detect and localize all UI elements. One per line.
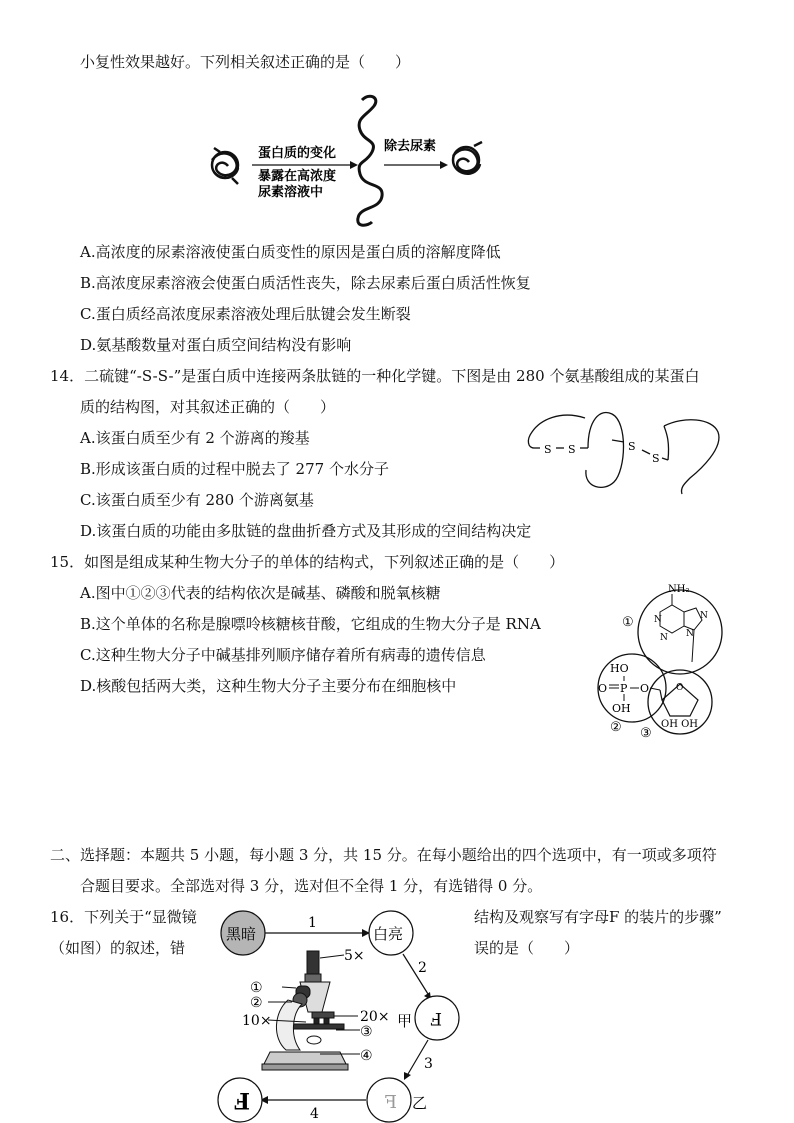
s-atom-3: S bbox=[628, 440, 636, 453]
label-protein-change: 蛋白质的变化 bbox=[258, 146, 337, 161]
q15-option-c[interactable]: C.这种生物大分子中碱基排列顺序储存着所有病毒的遗传信息 bbox=[80, 646, 486, 664]
q14-option-a[interactable]: A.该蛋白质至少有 2 个游离的羧基 bbox=[80, 429, 310, 447]
q14-stem-2: 质的结构图，对其叙述正确的（ ） bbox=[80, 398, 336, 416]
f-jia: F bbox=[430, 1008, 442, 1028]
q13-option-a[interactable]: A.高浓度的尿素溶液使蛋白质变性的原因是蛋白质的溶解度降低 bbox=[80, 243, 501, 261]
dark-label: 黑暗 bbox=[226, 925, 257, 943]
q15-stem: 15．如图是组成某种生物大分子的单体的结构式，下列叙述正确的是（ ） bbox=[50, 553, 565, 571]
step-3: 3 bbox=[424, 1056, 433, 1072]
circle-label-1: ① bbox=[622, 615, 634, 630]
step-1: 1 bbox=[308, 915, 317, 931]
q13-stem: 小复性效果越好。下列相关叙述正确的是（ ） bbox=[80, 53, 411, 71]
n-label-3: N bbox=[700, 611, 708, 621]
q16-stem-left-2: （如图）的叙述，错 bbox=[50, 939, 186, 957]
section2-line2: 合题目要求。全部选对得 3 分，选对但不全得 1 分，有选错得 0 分。 bbox=[80, 877, 543, 895]
f-final: F bbox=[234, 1087, 250, 1113]
yi-label: 乙 bbox=[412, 1094, 428, 1112]
oh-label: OH bbox=[612, 702, 631, 715]
step-4: 4 bbox=[310, 1106, 319, 1122]
mark-3: ③ bbox=[360, 1024, 373, 1040]
q15-option-a[interactable]: A.图中①②③代表的结构依次是碱基、磷酸和脱氧核糖 bbox=[80, 584, 441, 602]
step-2: 2 bbox=[418, 960, 427, 976]
q13-option-d[interactable]: D.氨基酸数量对蛋白质空间结构没有影响 bbox=[80, 336, 352, 354]
s-atom-4: S bbox=[652, 452, 660, 465]
q16-stem-left-1: 16．下列关于“显微镜 bbox=[50, 908, 197, 926]
mark-1: ① bbox=[250, 980, 263, 996]
q16-stem-right-2: 误的是（ ） bbox=[474, 939, 580, 957]
mag-10x: 10× bbox=[242, 1013, 272, 1029]
ho-label: HO bbox=[610, 662, 629, 675]
o-label-2: O bbox=[640, 682, 650, 695]
o-ribose-label: O bbox=[676, 683, 684, 693]
label-remove-urea: 除去尿素 bbox=[384, 139, 437, 154]
nh2-label: NH₂ bbox=[668, 584, 690, 595]
circle-label-2: ② bbox=[610, 720, 622, 735]
f-yi: F bbox=[384, 1092, 397, 1113]
n-label-2: N bbox=[660, 633, 668, 643]
label-expose-2: 尿素溶液中 bbox=[258, 185, 324, 200]
q13-option-b[interactable]: B.高浓度尿素溶液会使蛋白质活性丧失，除去尿素后蛋白质活性恢复 bbox=[80, 274, 531, 292]
p-label: P bbox=[620, 682, 628, 695]
n-label-1: N bbox=[654, 615, 662, 625]
q14-stem-1: 14．二硫键“-S-S-”是蛋白质中连接两条肽链的一种化学键。下图是由 280 个氨基酸组成的某蛋白 bbox=[50, 367, 700, 385]
n-label-4: N bbox=[686, 629, 694, 639]
label-expose-1: 暴露在高浓度 bbox=[258, 169, 337, 184]
jia-label: 甲 bbox=[397, 1012, 413, 1030]
mag-5x: 5× bbox=[344, 948, 365, 964]
oh-pair-label: OH OH bbox=[661, 719, 699, 730]
mark-2: ② bbox=[250, 995, 263, 1011]
q14-option-d[interactable]: D.该蛋白质的功能由多肽链的盘曲折叠方式及其形成的空间结构决定 bbox=[80, 522, 532, 540]
q15-option-b[interactable]: B.这个单体的名称是腺嘌呤核糖核苷酸，它组成的生物大分子是 RNA bbox=[80, 615, 541, 633]
q13-option-c[interactable]: C.蛋白质经高浓度尿素溶液处理后肽键会发生断裂 bbox=[80, 305, 411, 323]
mark-4: ④ bbox=[360, 1048, 373, 1064]
mag-20x: 20× bbox=[360, 1009, 390, 1025]
s-atom-2: S bbox=[568, 443, 576, 456]
o-label-1: O bbox=[598, 682, 608, 695]
section2-line1: 二、选择题：本题共 5 小题，每小题 3 分，共 15 分。在每小题给出的四个选项中，有一项或多项符 bbox=[50, 846, 717, 864]
circle-label-3: ③ bbox=[640, 726, 652, 741]
q14-option-c[interactable]: C.该蛋白质至少有 280 个游离氨基 bbox=[80, 491, 314, 509]
s-atom-1: S bbox=[544, 443, 552, 456]
bright-label: 白亮 bbox=[373, 925, 404, 943]
q15-option-d[interactable]: D.核酸包括两大类，这种生物大分子主要分布在细胞核中 bbox=[80, 677, 457, 695]
q14-option-b[interactable]: B.形成该蛋白质的过程中脱去了 277 个水分子 bbox=[80, 460, 389, 478]
microscope-drawing bbox=[262, 951, 348, 1070]
q16-stem-right-1: 结构及观察写有字母F 的装片的步骤” bbox=[474, 908, 722, 926]
